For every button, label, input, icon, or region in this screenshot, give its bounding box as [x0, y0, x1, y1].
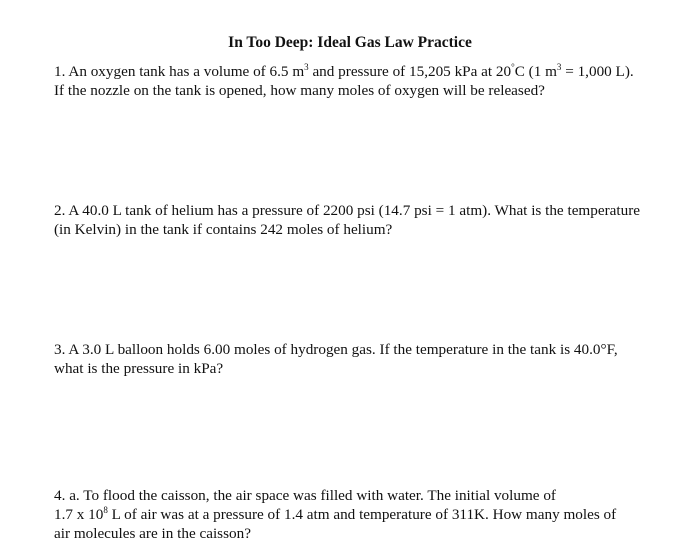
q4-exponent: 8 [103, 505, 108, 515]
worksheet-title: In Too Deep: Ideal Gas Law Practice [228, 34, 472, 51]
question-4 [54, 486, 674, 543]
q1-text-c: C (1 m [514, 63, 557, 80]
question-3-line-2: what is the pressure in kPa? [54, 360, 224, 377]
question-2-line-2: (in Kelvin) in the tank if contains 242 moles of helium? [54, 221, 393, 238]
q1-superscript-1: 3 [304, 62, 309, 72]
q1-text-b: and pressure of 15,205 kPa at 20 [308, 63, 512, 80]
q1-text-a: 1. An oxygen tank has a volume of 6.5 m [54, 63, 305, 80]
question-2 [54, 201, 674, 239]
question-4-line-1: 4. a. To flood the caisson, the air space was filled with water. The initial volume of [54, 487, 556, 504]
question-3 [54, 340, 674, 378]
question-3-line-1: 3. A 3.0 L balloon holds 6.00 moles of hydrogen gas. If the temperature in the tank is 40.0°F, [54, 341, 618, 358]
question-4-line-2 [54, 505, 674, 524]
question-1-line-2: If the nozzle on the tank is opened, how many moles of oxygen will be released? [54, 82, 545, 99]
question-1 [54, 62, 674, 100]
question-1-line-1 [54, 62, 674, 81]
q1-text-d: = 1,000 L). [561, 63, 634, 80]
question-2-line-1: 2. A 40.0 L tank of helium has a pressure of 2200 psi (14.7 psi = 1 atm). What is the temperature [54, 202, 640, 219]
q1-superscript-2: 3 [556, 62, 562, 72]
q4-text-a: 1.7 x 10 [54, 506, 104, 523]
question-4-line-3: air molecules are in the caisson? [54, 525, 251, 542]
q4-text-b: L of air was at a pressure of 1.4 atm and temperature of 311K. How many moles of [107, 506, 617, 523]
q1-degree-sign: ° [511, 62, 515, 72]
